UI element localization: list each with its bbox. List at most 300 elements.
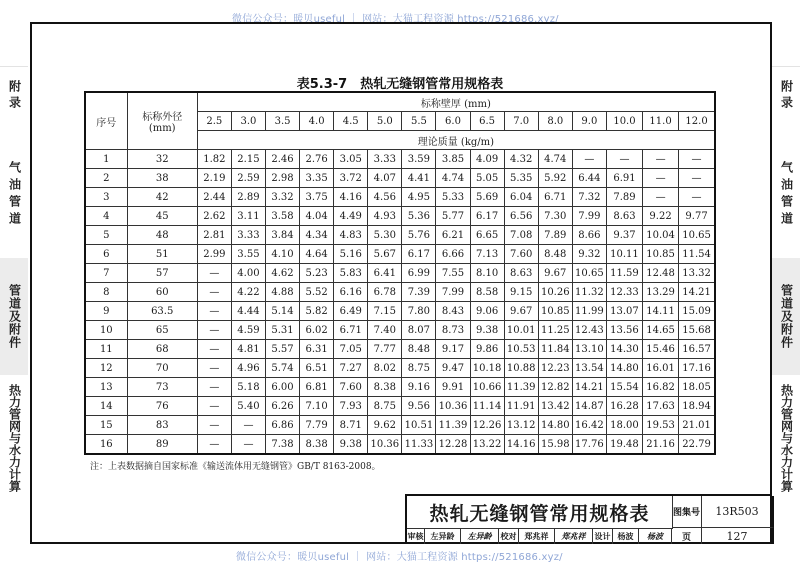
mass-cell: 4.49 [334,207,368,226]
row-seq: 9 [85,302,127,321]
mass-cell: 2.15 [231,150,265,169]
mass-cell: 9.67 [538,264,572,283]
mass-cell: 5.05 [470,169,504,188]
mass-cell: — [197,378,231,397]
mass-cell: 3.58 [265,207,299,226]
mass-cell: 8.63 [606,207,642,226]
mass-cell: 8.38 [368,378,402,397]
mass-cell: 4.00 [231,264,265,283]
mass-cell: 5.14 [265,302,299,321]
review-signature: 左异龄 [461,528,499,544]
mass-cell: 10.36 [436,397,470,416]
mass-cell: 7.10 [300,397,334,416]
mass-cell: 15.68 [679,321,715,340]
table-row [85,264,715,283]
mass-cell: — [197,264,231,283]
row-outer-diameter: 32 [127,150,197,169]
mass-cell: 18.05 [679,378,715,397]
row-outer-diameter: 38 [127,169,197,188]
table-row [85,245,715,264]
mass-cell: 7.99 [436,283,470,302]
mass-cell: 12.28 [436,435,470,455]
mass-cell: 4.41 [402,169,436,188]
mass-cell: 6.99 [402,264,436,283]
wall-thickness-cell: 10.0 [606,112,642,131]
side-tab-heat-network-right[interactable]: 热力管网与水力计算 [779,384,794,492]
mass-cell: — [197,340,231,359]
mass-cell: 6.02 [300,321,334,340]
wall-thickness-cell: 4.5 [334,112,368,131]
check-name: 郑兆祥 [519,528,555,544]
mass-cell: 7.40 [368,321,402,340]
mass-cell: 15.09 [679,302,715,321]
mass-cell: 5.52 [300,283,334,302]
mass-cell: 11.33 [402,435,436,455]
table-row [85,302,715,321]
mass-cell: 14.65 [643,321,679,340]
mass-cell: 11.25 [538,321,572,340]
mass-cell: 9.91 [436,378,470,397]
row-outer-diameter: 57 [127,264,197,283]
table-row [85,435,715,455]
mass-cell: 22.79 [679,435,715,455]
mass-cell: 9.47 [436,359,470,378]
mass-cell: 5.83 [334,264,368,283]
side-tab-pipes-fittings[interactable]: 管道及附件 [0,258,28,375]
mass-cell: 6.66 [436,245,470,264]
mass-cell: 6.49 [334,302,368,321]
mass-cell: 7.32 [572,188,606,207]
mass-cell: 4.81 [231,340,265,359]
mass-cell: 4.22 [231,283,265,302]
design-label: 设计 [593,528,613,544]
mass-cell: 5.67 [368,245,402,264]
table-row [85,283,715,302]
atlas-label: 图集号 [672,496,702,528]
row-outer-diameter: 68 [127,340,197,359]
mass-cell: 7.89 [538,226,572,245]
mass-cell: 13.29 [643,283,679,302]
mass-cell: 3.55 [231,245,265,264]
mass-cell: 7.89 [606,188,642,207]
side-tab-appendix-right[interactable]: 附录 [779,80,794,112]
page-number: 127 [702,528,774,544]
mass-cell: 3.84 [265,226,299,245]
mass-cell: 7.27 [334,359,368,378]
mass-cell: 12.26 [470,416,504,435]
mass-cell: 7.99 [572,207,606,226]
mass-cell: 14.80 [538,416,572,435]
wall-thickness-cell: 9.0 [572,112,606,131]
mass-cell: 7.30 [538,207,572,226]
check-signature: 郑兆祥 [555,528,593,544]
wall-thickness-cell: 5.0 [368,112,402,131]
side-tab-gas-oil-pipeline-right[interactable]: 气油管道 [779,161,794,229]
wall-thickness-cell: 3.5 [265,112,299,131]
mass-cell: 2.98 [265,169,299,188]
mass-cell: 18.94 [679,397,715,416]
mass-cell: 8.10 [470,264,504,283]
wall-thickness-cell: 11.0 [643,112,679,131]
mass-cell: 4.62 [265,264,299,283]
mass-cell: 4.34 [300,226,334,245]
row-seq: 11 [85,340,127,359]
mass-cell: 6.00 [265,378,299,397]
mass-cell: 6.81 [300,378,334,397]
mass-cell: 15.98 [538,435,572,455]
row-seq: 14 [85,397,127,416]
mass-cell: 4.88 [265,283,299,302]
row-seq: 12 [85,359,127,378]
row-seq: 13 [85,378,127,397]
mass-cell: 7.79 [300,416,334,435]
row-seq: 7 [85,264,127,283]
mass-cell: 9.86 [470,340,504,359]
mass-cell: 8.43 [436,302,470,321]
mass-cell: 9.16 [402,378,436,397]
mass-cell: 9.62 [368,416,402,435]
watermark-top: 微信公众号：暖贝useful ｜ 网站：大猫工程资源 https://521686.xyz/ [232,14,559,25]
mass-cell: 2.62 [197,207,231,226]
header-wall-thickness: 标称壁厚 (mm) [197,92,715,112]
mass-cell: 14.30 [606,340,642,359]
mass-cell: 19.53 [643,416,679,435]
header-outer-diameter [127,92,197,150]
atlas-number: 13R503 [702,496,774,528]
mass-cell: 6.31 [300,340,334,359]
mass-cell: 5.35 [504,169,538,188]
mass-cell: 8.73 [436,321,470,340]
mass-cell: 7.39 [402,283,436,302]
mass-cell: 4.64 [300,245,334,264]
mass-cell: 10.65 [572,264,606,283]
row-outer-diameter: 89 [127,435,197,455]
mass-cell: 13.54 [572,359,606,378]
spec-table [84,91,716,455]
mass-cell: 9.67 [504,302,538,321]
design-name: 杨波 [613,528,639,544]
drawing-title: 热轧无缝钢管常用规格表 [407,496,673,529]
mass-cell: 10.65 [679,226,715,245]
mass-cell: 2.46 [265,150,299,169]
watermark-bottom: 微信公众号：暖贝useful ｜ 网站：大猫工程资源 https://521686.xyz/ [236,552,563,563]
mass-cell: 3.72 [334,169,368,188]
mass-cell: 13.12 [504,416,538,435]
mass-cell: — [197,416,231,435]
mass-cell: 7.38 [265,435,299,455]
mass-cell: 13.32 [679,264,715,283]
title-block [405,494,772,544]
row-outer-diameter: 73 [127,378,197,397]
mass-cell: 12.43 [572,321,606,340]
mass-cell: 8.38 [300,435,334,455]
mass-cell: 13.56 [606,321,642,340]
mass-cell: 5.92 [538,169,572,188]
mass-cell: 9.37 [606,226,642,245]
mass-cell: 11.14 [470,397,504,416]
mass-cell: 8.58 [470,283,504,302]
mass-cell: 5.23 [300,264,334,283]
mass-cell: 11.39 [504,378,538,397]
mass-cell: 6.51 [300,359,334,378]
mass-cell: 5.77 [436,207,470,226]
mass-cell: 3.75 [300,188,334,207]
table-row [85,321,715,340]
mass-cell: 5.57 [265,340,299,359]
mass-cell: 8.75 [368,397,402,416]
mass-cell: 6.26 [265,397,299,416]
mass-cell: 10.11 [606,245,642,264]
mass-cell: 10.01 [504,321,538,340]
mass-cell: 6.17 [402,245,436,264]
table-title: 表5.3-7 热轧无缝钢管常用规格表 [296,77,504,92]
mass-cell: 21.01 [679,416,715,435]
mass-cell: 4.04 [300,207,334,226]
mass-cell: 8.07 [402,321,436,340]
row-seq: 4 [85,207,127,226]
mass-cell: 9.38 [334,435,368,455]
mass-cell: 16.57 [679,340,715,359]
mass-cell: 6.44 [572,169,606,188]
header-od-label: 标称外径 [142,112,183,123]
signature-row [407,528,672,544]
mass-cell: 11.91 [504,397,538,416]
mass-cell: 6.41 [368,264,402,283]
mass-cell: 4.44 [231,302,265,321]
mass-cell: 7.60 [334,378,368,397]
mass-cell: 6.91 [606,169,642,188]
mass-cell: 8.63 [504,264,538,283]
wall-thickness-cell: 4.0 [300,112,334,131]
mass-cell: 7.60 [504,245,538,264]
mass-cell: 7.05 [334,340,368,359]
mass-cell: 2.89 [231,188,265,207]
mass-cell: 2.76 [300,150,334,169]
mass-cell: 10.04 [643,226,679,245]
table-row [85,169,715,188]
mass-cell: 6.16 [334,283,368,302]
mass-cell: 6.71 [538,188,572,207]
row-seq: 3 [85,188,127,207]
mass-cell: 4.32 [504,150,538,169]
mass-cell: 14.80 [606,359,642,378]
mass-cell: 11.54 [679,245,715,264]
mass-cell: 3.33 [368,150,402,169]
mass-cell: 4.56 [368,188,402,207]
mass-cell: 5.31 [265,321,299,340]
mass-cell: 6.78 [368,283,402,302]
mass-cell: 5.36 [402,207,436,226]
mass-cell: 11.59 [606,264,642,283]
wall-thickness-cell: 6.0 [436,112,470,131]
table-row [85,397,715,416]
mass-cell: 13.22 [470,435,504,455]
mass-cell: 7.80 [402,302,436,321]
review-name: 左异龄 [425,528,461,544]
row-seq: 1 [85,150,127,169]
mass-cell: 7.55 [436,264,470,283]
mass-cell: 13.42 [538,397,572,416]
mass-cell: 7.13 [470,245,504,264]
mass-cell: — [197,359,231,378]
mass-cell: 4.16 [334,188,368,207]
side-tab-gas-oil-pipeline[interactable]: 气油管道 [7,161,22,229]
wall-thickness-cell: 5.5 [402,112,436,131]
mass-cell: 9.77 [679,207,715,226]
mass-cell: 10.51 [402,416,436,435]
mass-cell: 10.85 [643,245,679,264]
mass-cell: 4.07 [368,169,402,188]
mass-cell: — [197,283,231,302]
mass-cell: 3.33 [231,226,265,245]
mass-cell: 1.82 [197,150,231,169]
header-seq: 序号 [85,92,127,150]
side-tab-pipes-fittings-right[interactable]: 管道及附件 [772,258,800,375]
mass-cell: 16.01 [643,359,679,378]
row-outer-diameter: 63.5 [127,302,197,321]
table-row [85,207,715,226]
wall-thickness-cell: 3.0 [231,112,265,131]
mass-cell: 8.48 [402,340,436,359]
mass-cell: 4.93 [368,207,402,226]
mass-cell: 5.18 [231,378,265,397]
design-signature: 杨波 [639,528,672,544]
row-seq: 16 [85,435,127,455]
row-seq: 2 [85,169,127,188]
mass-cell: — [643,169,679,188]
mass-cell: 8.75 [402,359,436,378]
row-outer-diameter: 51 [127,245,197,264]
header-theoretical-mass: 理论质量 (kg/m) [197,131,715,150]
mass-cell: 9.32 [572,245,606,264]
table-row [85,416,715,435]
mass-cell: 9.22 [643,207,679,226]
table-note: 注：上表数据摘自国家标准《输送流体用无缝钢管》GB/T 8163-2008。 [90,462,381,472]
mass-cell: 6.86 [265,416,299,435]
check-label: 校对 [499,528,519,544]
mass-cell: 3.32 [265,188,299,207]
mass-cell: 2.59 [231,169,265,188]
mass-cell: — [679,188,715,207]
mass-cell: 4.74 [538,150,572,169]
mass-cell: 5.76 [402,226,436,245]
mass-cell: — [197,397,231,416]
mass-cell: 7.93 [334,397,368,416]
mass-cell: 8.66 [572,226,606,245]
mass-cell: 4.96 [231,359,265,378]
mass-cell: 10.36 [368,435,402,455]
mass-cell: 11.84 [538,340,572,359]
table-row [85,226,715,245]
row-outer-diameter: 42 [127,188,197,207]
mass-cell: 12.23 [538,359,572,378]
mass-cell: — [679,150,715,169]
mass-cell: — [197,302,231,321]
mass-cell: 11.32 [572,283,606,302]
mass-cell: — [643,188,679,207]
mass-cell: — [679,169,715,188]
mass-cell: 15.46 [643,340,679,359]
mass-cell: 9.38 [470,321,504,340]
mass-cell: 6.56 [504,207,538,226]
mass-cell: 7.08 [504,226,538,245]
mass-cell: 3.11 [231,207,265,226]
mass-cell: 5.74 [265,359,299,378]
mass-cell: 2.81 [197,226,231,245]
row-seq: 5 [85,226,127,245]
mass-cell: 2.99 [197,245,231,264]
mass-cell: 6.65 [470,226,504,245]
page-label: 页 [672,528,702,544]
mass-cell: 9.06 [470,302,504,321]
mass-cell: 5.82 [300,302,334,321]
mass-cell: 10.53 [504,340,538,359]
mass-cell: 3.35 [300,169,334,188]
mass-cell: 4.83 [334,226,368,245]
row-outer-diameter: 48 [127,226,197,245]
mass-cell: 6.17 [470,207,504,226]
mass-cell: 15.54 [606,378,642,397]
mass-cell: — [197,435,231,455]
mass-cell: — [606,150,642,169]
side-tab-appendix[interactable]: 附录 [7,80,22,112]
table-row [85,150,715,169]
mass-cell: 16.42 [572,416,606,435]
row-outer-diameter: 60 [127,283,197,302]
wall-thickness-cell: 12.0 [679,112,715,131]
mass-cell: 9.17 [436,340,470,359]
mass-cell: 7.77 [368,340,402,359]
table-body [85,150,715,455]
side-tab-heat-network[interactable]: 热力管网与水力计算 [7,384,22,492]
wall-thickness-cell: 2.5 [197,112,231,131]
mass-cell: 5.69 [470,188,504,207]
mass-cell: 19.48 [606,435,642,455]
mass-cell: 13.07 [606,302,642,321]
mass-cell: 12.33 [606,283,642,302]
wall-thickness-cell: 7.0 [504,112,538,131]
mass-cell: 21.16 [643,435,679,455]
row-seq: 10 [85,321,127,340]
mass-cell: 8.48 [538,245,572,264]
row-outer-diameter: 83 [127,416,197,435]
mass-cell: 4.10 [265,245,299,264]
mass-cell: 9.15 [504,283,538,302]
mass-cell: 17.76 [572,435,606,455]
mass-cell: 2.44 [197,188,231,207]
mass-cell: 6.21 [436,226,470,245]
mass-cell: 2.19 [197,169,231,188]
mass-cell: — [643,150,679,169]
mass-cell: 3.85 [436,150,470,169]
mass-cell: 10.88 [504,359,538,378]
row-seq: 6 [85,245,127,264]
mass-cell: 17.63 [643,397,679,416]
mass-cell: 10.26 [538,283,572,302]
mass-cell: 4.09 [470,150,504,169]
mass-cell: 6.71 [334,321,368,340]
mass-cell: 14.21 [572,378,606,397]
row-outer-diameter: 76 [127,397,197,416]
wall-thickness-cell: 6.5 [470,112,504,131]
mass-cell: 10.85 [538,302,572,321]
mass-cell: 4.74 [436,169,470,188]
mass-cell: 10.18 [470,359,504,378]
table-row [85,340,715,359]
table-row [85,359,715,378]
mass-cell: 5.30 [368,226,402,245]
mass-cell: 18.00 [606,416,642,435]
